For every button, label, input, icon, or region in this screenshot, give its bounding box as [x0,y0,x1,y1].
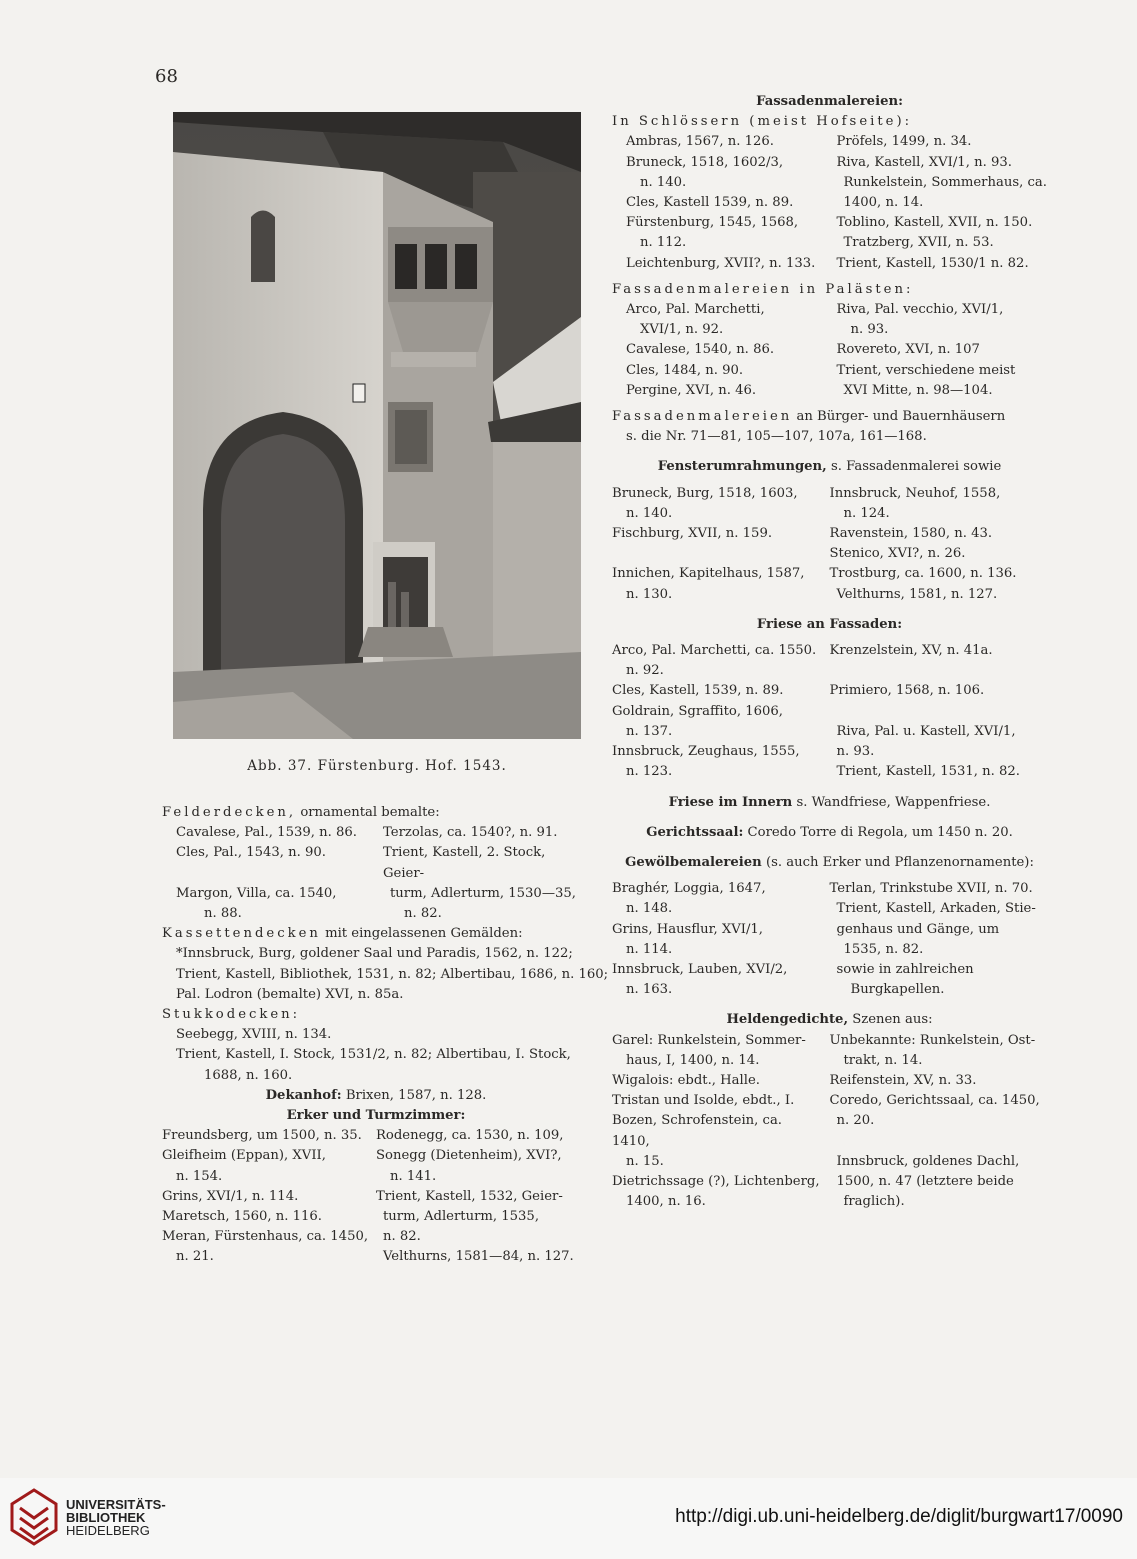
list-item: 1400, n. 16. [626,1194,706,1210]
list-item: Pal. Lodron (bemalte) XVI, n. 85a. [176,986,404,1002]
table-row [612,1051,1047,1071]
list-item: Trient, Kastell, Arkaden, Stie- [836,901,1036,917]
list-item: XVI Mitte, n. 98—104. [843,382,993,398]
friese-heading: Friese an Fassaden: [756,616,903,632]
table-row [612,681,1047,701]
table-row [176,823,590,843]
table-row [612,641,1047,661]
table-row [612,1152,1047,1172]
list-item: Primiero, 1568, n. 106. [829,683,985,699]
table-row [612,702,1047,722]
list-item: Wigalois: ebdt., Halle. [612,1072,760,1088]
friese-innern-label: Friese im Innern [668,794,793,810]
list-item: Grins, Hausflur, XVI/1, [612,921,763,937]
list-item: n. 148. [626,901,673,917]
schloessern-list [612,132,1047,273]
courtyard-photograph [173,112,581,739]
list-item: Gleifheim (Eppan), XVII, [162,1148,326,1164]
table-row [612,524,1047,544]
list-item: genhaus und Gänge, um [836,921,1000,937]
list-item: Cles, Pal., 1543, n. 90. [176,845,326,861]
helden-list [612,1031,1047,1213]
list-item: Terlan, Trinkstube XVII, n. 70. [829,881,1033,897]
table-row [162,1167,590,1187]
library-name-line: UNIVERSITÄTS- [66,1497,166,1512]
felder-list [162,823,590,924]
list-item: Fischburg, XVII, n. 159. [612,526,773,542]
kassetten-heading-line [162,924,590,944]
fassaden-heading: Fassadenmalereien: [756,94,903,109]
list-item: Pröfels, 1499, n. 34. [836,134,972,150]
list-item: n. 154. [176,1168,223,1184]
list-item: Braghér, Loggia, 1647, [612,881,766,897]
list-item: Runkelstein, Sommerhaus, ca. [843,174,1047,190]
list-item: Trient, Kastell, 1530/1 n. 82. [836,255,1029,271]
table-row [612,1111,1047,1151]
list-item: Cles, Kastell 1539, n. 89. [626,195,794,211]
gewoelbe-text: (s. auch Erker und Pflanzenornamente): [761,854,1034,870]
list-item: 1688, n. 160. [204,1067,293,1083]
table-row [612,544,1047,564]
fenster-heading: Fensterumrahmungen, [657,459,827,475]
list-item: n. 130. [626,586,673,602]
table-row [626,213,1047,233]
list-item: Stenico, XVI?, n. 26. [829,546,966,562]
felder-heading-line [162,803,590,823]
friese-list [612,641,1047,782]
table-row [162,1187,590,1207]
gerichtssaal-text: Coredo Torre di Regola, um 1450 n. 20. [743,824,1013,840]
list-item: fraglich). [843,1194,905,1210]
buerger-subheading: an Bürger- und Bauernhäusern [792,409,1006,425]
table-row [176,884,590,904]
table-row [626,153,1047,173]
list-item: Riva, Pal. u. Kastell, XVI/1, [836,723,1016,739]
list-item: n. 123. [626,764,673,780]
list-item [612,544,830,564]
list-item: Riva, Pal. vecchio, XVI/1, [836,302,1004,318]
table-row [626,361,1047,381]
list-item: turm, Adlerturm, 1535, [383,1209,540,1225]
gewoelbe-label: Gewölbemalereien [625,854,762,870]
list-item: Innsbruck, goldenes Dachl, [836,1153,1020,1169]
list-item: Rovereto, XVI, n. 107 [836,342,980,358]
list-item: Ambras, 1567, n. 126. [626,134,774,150]
list-item: *Innsbruck, Burg, goldener Saal und Paradis, 1562, n. 122; [176,946,573,962]
list-item: n. 137. [626,723,673,739]
table-row [612,564,1047,584]
fenster-subheading: s. Fassadenmalerei sowie [826,459,1002,475]
list-item: n. 140. [640,174,687,190]
gewoelbe-list [612,879,1047,1000]
list-item [830,702,1048,722]
list-item: Trient, Kastell, Bibliothek, 1531, n. 82; Albertibau, 1686, n. 160; [176,966,609,982]
kassetten-subheading: mit eingelassenen Gemälden: [320,926,523,942]
list-item: Rodenegg, ca. 1530, n. 109, [376,1128,564,1144]
list-item: Bozen, Schrofenstein, ca. 1410, [612,1113,783,1149]
table-row [626,132,1047,152]
list-item: Tratzberg, XVII, n. 53. [843,235,994,251]
table-row [626,300,1047,320]
buerger-heading-line [612,407,1047,427]
library-name-line: HEIDELBERG [66,1523,150,1538]
table-row [612,879,1047,899]
list-item: n. 93. [850,322,889,338]
table-row [626,254,1047,274]
list-item: n. 21. [176,1249,214,1265]
list-item: Meran, Fürstenhaus, ca. 1450, [162,1229,369,1245]
table-row [626,193,1047,213]
list-item: Trostburg, ca. 1600, n. 136. [829,566,1017,582]
table-row [612,920,1047,940]
table-row [176,904,590,924]
friese-innern-text: s. Wandfriese, Wappenfriese. [792,794,991,810]
left-column [162,803,609,1268]
list-item: XVI/1, n. 92. [640,322,724,338]
list-item: Unbekannte: Runkelstein, Ost- [829,1032,1036,1048]
gerichtssaal-line [612,823,1047,843]
buerger-reference: s. die Nr. 71—81, 105—107, 107a, 161—168. [626,429,927,445]
list-item: Innichen, Kapitelhaus, 1587, [612,566,805,582]
list-item: Trient, Kastell, 1531, n. 82. [836,764,1020,780]
table-row [612,585,1047,605]
list-item: Trient, Kastell, 2. Stock, Geier- [383,845,546,881]
library-footer [0,1478,1137,1559]
table-row [612,960,1047,980]
table-row [612,504,1047,524]
table-row [612,980,1047,1000]
list-item: Terzolas, ca. 1540?, n. 91. [383,825,558,841]
list-item: n. 163. [626,982,673,998]
list-item: Dietrichssage (?), Lichtenberg, [612,1173,820,1189]
list-item: Cavalese, Pal., 1539, n. 86. [176,825,357,841]
table-row [626,173,1047,193]
table-row [612,484,1047,504]
table-row [626,340,1047,360]
list-item: Trient, Kastell, 1532, Geier- [376,1188,563,1204]
list-item: Coredo, Gerichtssaal, ca. 1450, [829,1093,1040,1109]
table-row [612,762,1047,782]
table-row [612,899,1047,919]
list-item: n. 88. [204,906,242,922]
list-item: n. 92. [626,663,664,679]
table-row [612,1031,1047,1051]
list-item: n. 112. [640,235,687,251]
table-row [626,233,1047,253]
table-row [162,1207,590,1227]
list-item: n. 114. [626,941,673,957]
list-item: Grins, XVI/1, n. 114. [162,1188,299,1204]
page-number: 68 [155,66,178,87]
list-item: Velthurns, 1581, n. 127. [836,586,998,602]
list-item: 1535, n. 82. [843,941,924,957]
list-item: sowie in zahlreichen [836,961,974,977]
felder-subheading: ornamental bemalte: [296,805,440,820]
list-item: Cavalese, 1540, n. 86. [626,342,775,358]
schloessern-heading: In Schlössern (meist Hofseite): [612,114,913,130]
fenster-list [612,484,1047,605]
kassetten-list [162,944,609,1005]
erker-heading: Erker und Turmzimmer: [286,1108,466,1124]
list-item: Bruneck, 1518, 1602/3, [626,154,784,170]
list-item: Goldrain, Sgraffito, 1606, [612,703,783,719]
list-item: Freundsberg, um 1500, n. 35. [162,1128,362,1144]
list-item: n. 82. [404,906,442,922]
list-item: Riva, Kastell, XVI/1, n. 93. [836,154,1012,170]
gerichtssaal-label: Gerichtssaal: [646,824,744,840]
list-item: Arco, Pal. Marchetti, ca. 1550. [612,643,817,659]
list-item: Garel: Runkelstein, Sommer- [612,1032,806,1048]
table-row [612,722,1047,742]
table-row [612,1091,1047,1111]
buerger-heading: Fassadenmalereien [612,409,793,425]
stuck-heading: Stukkodecken: [162,1007,301,1023]
erker-list [162,1126,590,1267]
list-item: Cles, Kastell, 1539, n. 89. [612,683,784,699]
digital-library-url-link[interactable]: http://digi.ub.uni-heidelberg.de/diglit/burgwart17/0090 [675,1506,1123,1527]
stuck-list [162,1025,590,1086]
list-item: turm, Adlerturm, 1530—35, [390,885,576,901]
table-row [612,1192,1047,1212]
palaesten-list [612,300,1047,401]
dekanhof-line [162,1086,590,1106]
helden-line [612,1010,1047,1030]
table-row [162,1126,590,1146]
table-row [612,940,1047,960]
list-item: Leichtenburg, XVII?, n. 133. [626,255,816,271]
table-row [176,843,590,883]
list-item: Innsbruck, Neuhof, 1558, [829,485,1001,501]
list-item: Seebegg, XVIII, n. 134. [176,1027,332,1043]
dekanhof-text: Brixen, 1587, n. 128. [341,1087,487,1103]
list-item: Arco, Pal. Marchetti, [626,302,765,318]
list-item: Innsbruck, Zeughaus, 1555, [612,744,800,760]
list-item: n. 140. [626,505,673,521]
list-item: Innsbruck, Lauben, XVI/2, [612,961,788,977]
list-item: n. 15. [626,1153,664,1169]
list-item: haus, I, 1400, n. 14. [626,1052,760,1068]
table-row [162,1146,590,1166]
table-row [612,1172,1047,1192]
list-item: Ravenstein, 1580, n. 43. [829,526,993,542]
list-item: Velthurns, 1581—84, n. 127. [383,1249,574,1265]
list-item: Burgkapellen. [850,982,945,998]
list-item: n. 141. [390,1168,437,1184]
table-row [162,1247,590,1267]
table-row [162,1227,590,1247]
helden-label: Heldengedichte, [726,1012,849,1028]
list-item: trakt, n. 14. [843,1052,923,1068]
courtyard-illustration [173,112,581,739]
list-item: 1400, n. 14. [843,195,924,211]
library-name [66,1498,166,1537]
palaesten-heading: Fassadenmalereien in Palästen: [612,281,914,297]
list-item: Fürstenburg, 1545, 1568, [626,215,799,231]
list-item: Cles, 1484, n. 90. [626,362,744,378]
list-item: Tristan und Isolde, ebdt., I. [612,1093,795,1109]
list-item: Toblino, Kastell, XVII, n. 150. [836,215,1033,231]
list-item: n. 20. [836,1113,875,1129]
table-row [612,742,1047,762]
table-row [612,661,1047,681]
gewoelbe-line [612,853,1047,873]
library-name-line: BIBLIOTHEK [66,1510,146,1525]
list-item [837,661,1048,681]
table-row [612,1071,1047,1091]
university-library-logo-icon[interactable] [10,1488,58,1546]
list-item: Sonegg (Dietenheim), XVI?, [376,1148,562,1164]
list-item: Margon, Villa, ca. 1540, [176,885,337,901]
list-item: n. 93. [836,744,875,760]
helden-text: Szenen aus: [848,1012,933,1028]
list-item: Maretsch, 1560, n. 116. [162,1209,322,1225]
fenster-heading-line [612,457,1047,477]
dekanhof-label: Dekanhof: [265,1087,342,1103]
list-item: Pergine, XVI, n. 46. [626,382,757,398]
list-item: Bruneck, Burg, 1518, 1603, [612,485,798,501]
list-item: n. 82. [383,1229,421,1245]
list-item: 1500, n. 47 (letztere beide [836,1173,1014,1189]
felder-heading: Felderdecken, [162,805,297,820]
list-item: Krenzelstein, XV, n. 41a. [829,643,993,659]
table-row [626,381,1047,401]
table-row [626,320,1047,340]
kassetten-heading: Kassettendecken [162,926,321,942]
friese-innern-line [612,793,1047,813]
list-item: Trient, verschiedene meist [836,362,1016,378]
list-item: Trient, Kastell, I. Stock, 1531/2, n. 82; Albertibau, I. Stock, [176,1047,571,1063]
figure-caption: Abb. 37. Fürstenburg. Hof. 1543. [247,758,507,774]
list-item: n. 124. [843,505,890,521]
right-column [612,92,1047,1212]
list-item: Reifenstein, XV, n. 33. [829,1072,977,1088]
